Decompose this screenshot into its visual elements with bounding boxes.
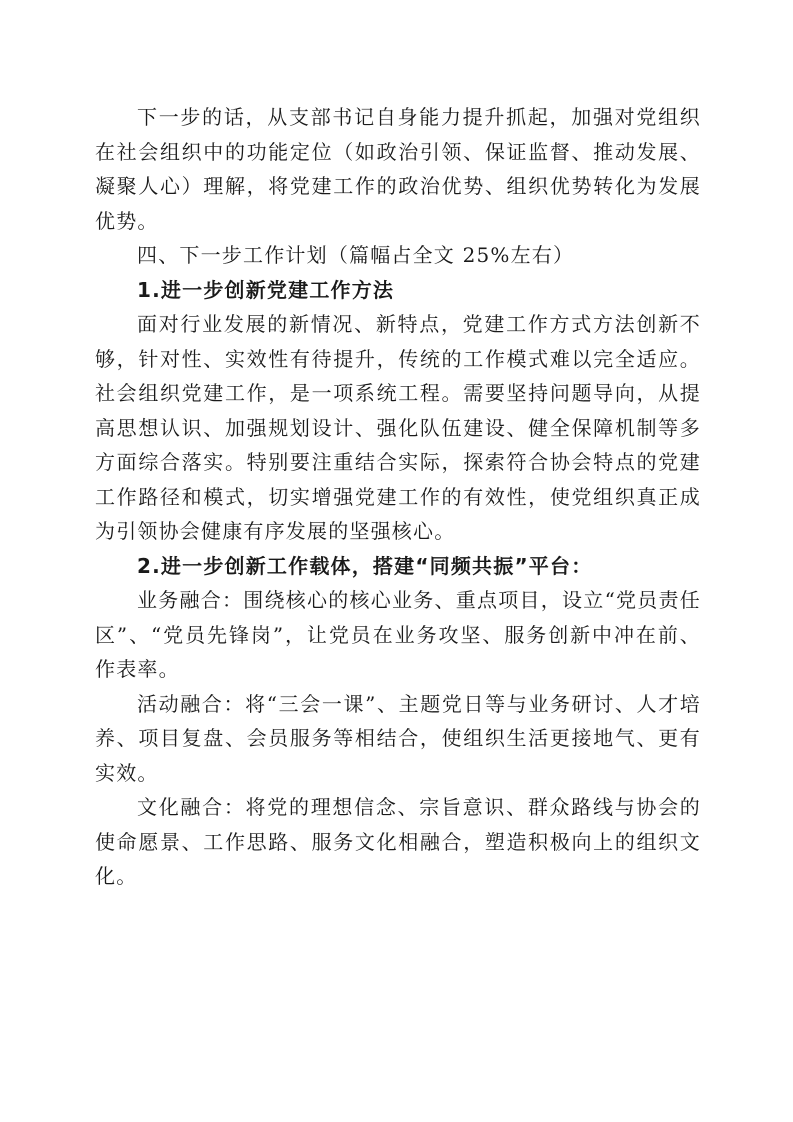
subheading-work-carrier: 2.进一步创新工作载体，搭建“同频共振”平台： bbox=[137, 553, 593, 578]
document-body bbox=[95, 100, 701, 894]
section-length-note: （篇幅占全文 25%左右） bbox=[327, 243, 575, 267]
section-title: 四、下一步工作计划 bbox=[137, 243, 328, 267]
paragraph-next-step: 下一步的话，从支部书记自身能力提升抓起，加强对党组织在社会组织中的功能定位（如政治引领、保证监督、推动发展、凝聚人心）理解，将党建工作的政治优势、组织优势转化为发展优势。 bbox=[95, 105, 701, 233]
subheading-party-building-method: 1.进一步创新党建工作方法 bbox=[137, 277, 395, 302]
paragraph-culture-integration: 文化融合：将党的理想信念、宗旨意识、群众路线与协会的使命愿景、工作思路、服务文化相融合，塑造积极向上的组织文化。 bbox=[95, 795, 701, 888]
section-heading-work-plan bbox=[95, 238, 701, 273]
paragraph-activity-integration: 活动融合：将“三会一课”、主题党日等与业务研讨、人才培养、项目复盘、会员服务等相结合，使组织生活更接地气、更有实效。 bbox=[95, 691, 701, 785]
paragraph-business-integration: 业务融合：围绕核心的核心业务、重点项目，设立“党员责任区”、“党员先锋岗”，让党员在业务攻坚、服务创新中冲在前、作表率。 bbox=[95, 588, 701, 681]
paragraph-method-innovation: 面对行业发展的新情况、新特点，党建工作方式方法创新不够，针对性、实效性有待提升，传统的工作模式难以完全适应。社会组织党建工作，是一项系统工程。需要坚持问题导向，从提高思想认识、加强规划设计、强化队伍建设、健全保障机制等多方面综合落实。特别要注重结合实际，探索符合协会特点的党建工作路径和模式，切实增强党建工作的有效性，使党组织真正成为引领协会健康有序发展的坚强核心。 bbox=[95, 312, 701, 543]
